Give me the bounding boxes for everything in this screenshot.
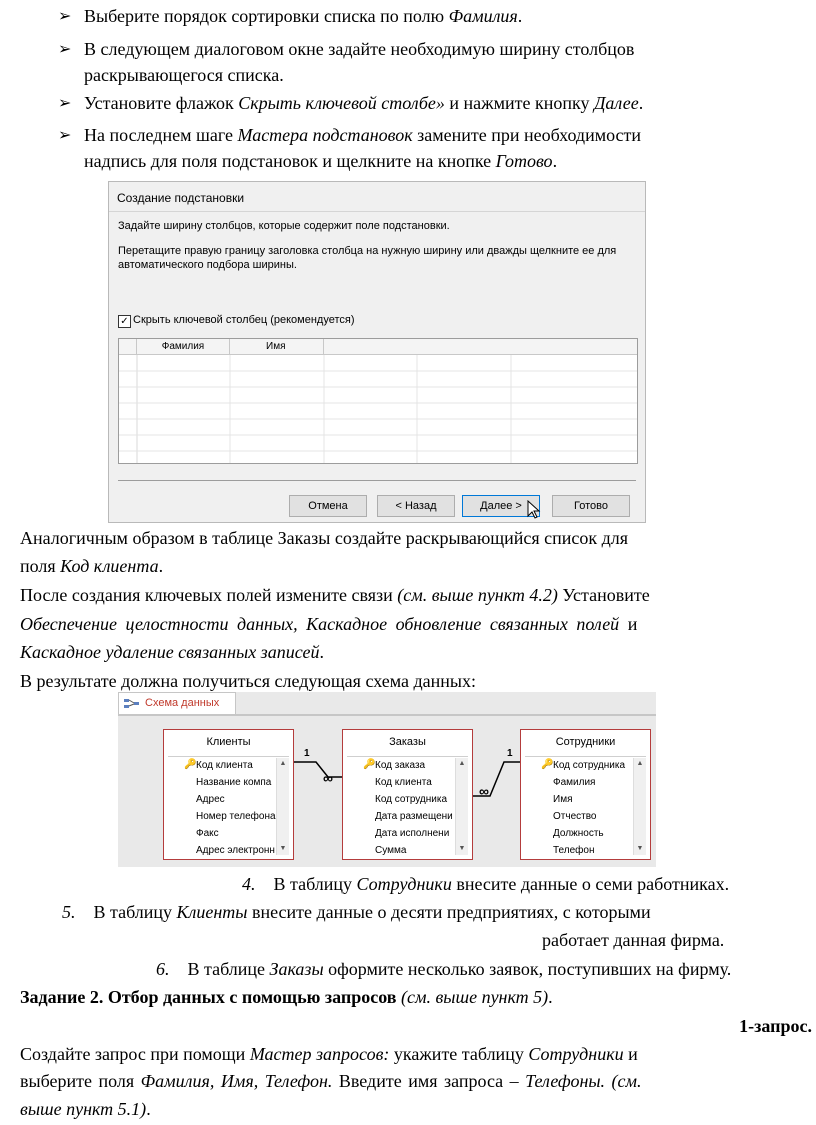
scroll-down-icon[interactable]: ▼: [279, 845, 287, 852]
paragraph-2-line-2: Обеспечение целостности данных, Каскадное обновление связанных полей и: [20, 614, 638, 634]
query-1-heading: 1-запрос.: [739, 1016, 812, 1036]
step-4: 4. В таблицу Сотрудники внесите данные о семи работниках.: [242, 874, 730, 894]
bullet-1-text: Выберите порядок сортировки списка по полю Фамилия.: [84, 6, 523, 26]
table-field[interactable]: Код клиента: [196, 760, 253, 771]
final-paragraph-line-3: выше пункт 5.1).: [20, 1099, 151, 1119]
grid-lines: [119, 355, 637, 463]
table-field[interactable]: Название компа: [196, 777, 272, 788]
table-title: Клиенты: [206, 736, 251, 748]
table-field[interactable]: Дата исполнени: [375, 828, 450, 839]
grid-header-empty: [324, 339, 637, 355]
next-button[interactable]: Далее >: [462, 495, 540, 517]
step-5-line-1: 5. В таблицу Клиенты внесите данные о десяти предприятиях, с которыми: [62, 902, 651, 922]
lookup-wizard-dialog: [108, 181, 646, 523]
bullet-arrow-icon: ➢: [58, 8, 72, 25]
dialog-instruction-3: автоматического подбора ширины.: [118, 259, 297, 271]
paragraph-3: В результате должна получиться следующая схема данных:: [20, 671, 477, 691]
relationship-lines: [118, 692, 656, 867]
primary-key-icon: 🔑: [184, 759, 197, 770]
relation-many-label: ∞: [323, 770, 333, 786]
paragraph-2-line-1: После создания ключевых полей измените связи (см. выше пункт 4.2) Установите: [20, 585, 650, 605]
table-title: Сотрудники: [555, 736, 616, 748]
primary-key-icon: 🔑: [541, 759, 554, 770]
primary-key-icon: 🔑: [363, 759, 376, 770]
paragraph-1-line-2: поля Код клиента.: [20, 556, 164, 576]
hide-key-column-label: Скрыть ключевой столбец (рекомендуется): [133, 314, 355, 326]
bullet-3-text: Установите флажок Скрыть ключевой столбе» и нажмите кнопку Далее.: [84, 93, 644, 113]
bullet-4-line-2: надпись для поля подстановок и щелкните на кнопке Готово.: [84, 151, 558, 171]
scroll-up-icon[interactable]: ▲: [636, 760, 644, 767]
bullet-arrow-icon: ➢: [58, 95, 72, 112]
table-field[interactable]: Телефон: [553, 845, 595, 856]
table-field[interactable]: Факс: [196, 828, 219, 839]
relation-one-label: 1: [507, 748, 513, 759]
table-field[interactable]: Отчество: [553, 811, 597, 822]
bullet-2-line-2: раскрывающегося списка.: [84, 65, 284, 85]
final-paragraph-line-2: выберите поля Фамилия, Имя, Телефон. Введите имя запроса – Телефоны. (см.: [20, 1071, 642, 1091]
grid-column-header[interactable]: Имя: [230, 339, 324, 355]
table-field[interactable]: Сумма: [375, 845, 407, 856]
dialog-divider: [109, 211, 645, 212]
table-field[interactable]: Код сотрудника: [375, 794, 448, 805]
table-field[interactable]: Адрес электронн: [196, 845, 275, 856]
relation-one-label: 1: [304, 748, 310, 759]
task-2-heading: Задание 2. Отбор данных с помощью запросов (см. выше пункт 5).: [20, 987, 553, 1007]
table-field[interactable]: Должность: [553, 828, 604, 839]
finish-button[interactable]: Готово: [552, 495, 630, 517]
table-title: Заказы: [389, 736, 426, 748]
dialog-instruction-2: Перетащите правую границу заголовка столбца на нужную ширину или дважды щелкните ее для: [118, 245, 617, 257]
relation-many-label: ∞: [479, 783, 489, 799]
table-field[interactable]: Номер телефона: [196, 811, 276, 822]
cancel-button[interactable]: Отмена: [289, 495, 367, 517]
table-field[interactable]: Адрес: [196, 794, 225, 805]
hide-key-column-checkbox[interactable]: ✓: [118, 315, 131, 328]
table-field[interactable]: Имя: [553, 794, 573, 805]
bullet-arrow-icon: ➢: [58, 41, 72, 58]
mouse-pointer-icon: [527, 500, 541, 520]
bullet-2-line-1: В следующем диалоговом окне задайте необходимую ширину столбцов: [84, 39, 635, 59]
tab-label: Схема данных: [145, 697, 220, 709]
data-schema-screenshot: [118, 692, 656, 867]
scroll-up-icon[interactable]: ▲: [458, 760, 466, 767]
table-field[interactable]: Код клиента: [375, 777, 432, 788]
scroll-down-icon[interactable]: ▼: [458, 845, 466, 852]
dialog-title: Создание подстановки: [117, 191, 245, 205]
grid-column-header[interactable]: Фамилия: [137, 339, 230, 355]
table-field[interactable]: Код сотрудника: [553, 760, 626, 771]
bullet-4-line-1: На последнем шаге Мастера подстановок замените при необходимости: [84, 125, 642, 145]
dialog-bottom-divider: [118, 480, 636, 481]
table-field[interactable]: Дата размещени: [375, 811, 453, 822]
final-paragraph-line-1: Создайте запрос при помощи Мастер запросов: укажите таблицу Сотрудники и: [20, 1044, 638, 1064]
paragraph-2-line-3: Каскадное удаление связанных записей.: [20, 642, 324, 662]
relation-clients-orders: [294, 762, 342, 777]
table-field[interactable]: Фамилия: [553, 777, 596, 788]
back-button[interactable]: < Назад: [377, 495, 455, 517]
column-width-grid[interactable]: [118, 338, 638, 464]
dialog-instruction-1: Задайте ширину столбцов, которые содержит поле подстановки.: [118, 220, 450, 232]
scroll-down-icon[interactable]: ▼: [636, 845, 644, 852]
scroll-up-icon[interactable]: ▲: [279, 760, 287, 767]
table-field[interactable]: Код заказа: [375, 760, 426, 771]
step-6: 6. В таблице Заказы оформите несколько заявок, поступивших на фирму.: [156, 959, 732, 979]
bullet-arrow-icon: ➢: [58, 127, 72, 144]
paragraph-1-line-1: Аналогичным образом в таблице Заказы создайте раскрывающийся список для: [20, 528, 629, 548]
step-5-line-2: работает данная фирма.: [542, 930, 725, 950]
grid-corner: [119, 339, 137, 355]
